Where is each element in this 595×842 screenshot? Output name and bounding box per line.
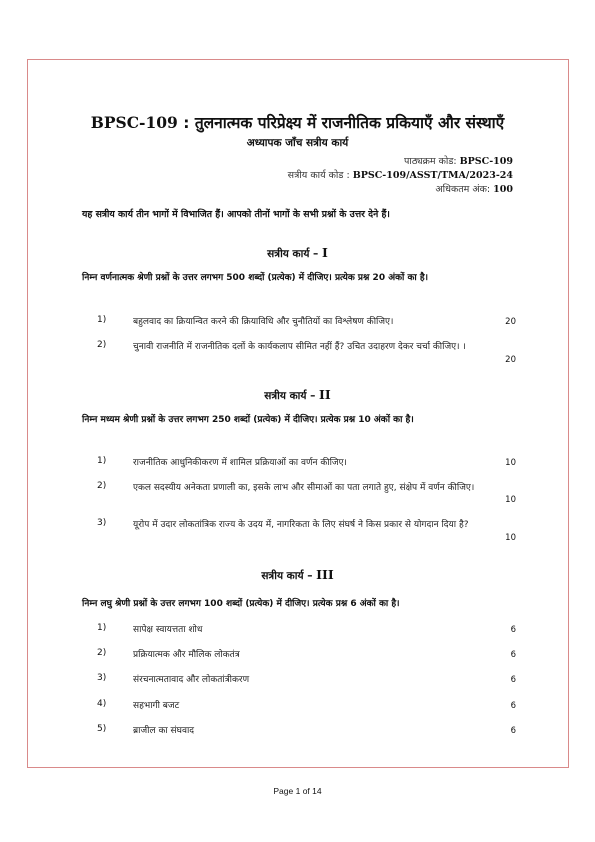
question-number: 1)	[97, 456, 107, 466]
question-marks: 10	[505, 495, 516, 505]
question-number: 1)	[97, 315, 107, 325]
question-text: एकल सदस्यीय अनेकता प्रणाली का, इसके लाभ और सीमाओं का पता लगाते हुए, संक्षेप में वर्णन कीजिए।	[133, 483, 475, 493]
question-text: ब्राजील का संघवाद	[133, 726, 195, 736]
assignment-code: सत्रीय कार्य कोड : BPSC-109/ASST/TMA/2023-24	[287, 170, 513, 181]
question-marks: 6	[510, 701, 516, 711]
question-text: संरचनात्मतावाद और लोकतांत्रीकरण	[133, 675, 250, 685]
question-text: सापेक्ष स्वायत्तता शोध	[133, 625, 203, 635]
question-text: सहभागी बजट	[133, 701, 180, 711]
section-heading-3: सत्रीय कार्य – III	[261, 567, 334, 582]
question-text: बहुलवाद का क्रियान्वित करने की क्रियाविधि और चुनौतियों का विश्लेषण कीजिए।	[133, 317, 394, 327]
question-marks: 6	[510, 675, 516, 685]
section-heading-2: सत्रीय कार्य – II	[264, 387, 331, 402]
question-text: राजनीतिक आधुनिकीकरण में शामिल प्रक्रियाओं का वर्णन कीजिए।	[133, 458, 347, 468]
question-marks: 6	[510, 726, 516, 736]
question-number: 4)	[97, 699, 107, 709]
question-number: 5)	[97, 724, 107, 734]
question-text: चुनावी राजनीति में राजनीतिक दलों के कार्यकलाप सीमित नहीं हैं? उचित उदाहरण देकर चर्चा कीजिए। ।	[133, 342, 466, 352]
page-number: Page 1 of 14	[273, 786, 322, 796]
question-number: 2)	[97, 648, 107, 658]
question-number: 2)	[97, 340, 107, 350]
document-subtitle: अध्यापक जाँच सत्रीय कार्य	[246, 137, 349, 149]
intro-text: यह सत्रीय कार्य तीन भागों में विभाजित हैं। आपको तीनों भागों के सभी प्रश्नों के उत्तर देने हैं।	[82, 209, 390, 220]
question-marks: 10	[505, 458, 516, 468]
question-number: 3)	[97, 518, 107, 528]
question-marks: 6	[510, 650, 516, 660]
question-marks: 20	[505, 355, 516, 365]
section-heading-1: सत्रीय कार्य – I	[267, 245, 328, 260]
question-text: यूरोप में उदार लोकतांत्रिक राज्य के उदय में, नागरिकता के लिए संघर्ष ने किस प्रकार से योगदान दिया है?	[133, 520, 469, 530]
section-instruction-1: निम्न वर्णनात्मक श्रेणी प्रश्नों के उत्तर लगभग 500 शब्दों (प्रत्येक) में दीजिए। प्रत्येक प्रश्न 20 अंकों का है।	[82, 273, 429, 283]
question-number: 3)	[97, 673, 107, 683]
section-instruction-3: निम्न लघु श्रेणी प्रश्नों के उत्तर लगभग 100 शब्दों (प्रत्येक) में दीजिए। प्रत्येक प्रश्न 6 अंकों का है।	[82, 599, 400, 609]
document-title: BPSC-109 : तुलनात्मक परिप्रेक्ष्य में राजनीतिक प्रकियाएँ और संस्थाएँ	[90, 113, 505, 132]
question-marks: 10	[505, 533, 516, 543]
question-marks: 6	[510, 625, 516, 635]
question-marks: 20	[505, 317, 516, 327]
question-text: प्रक्रियात्मक और मौलिक लोकतंत्र	[133, 650, 240, 660]
question-number: 2)	[97, 481, 107, 491]
max-marks: अधिकतम अंक: 100	[435, 184, 513, 195]
course-code: पाठ्यक्रम कोड: BPSC-109	[403, 156, 513, 167]
question-number: 1)	[97, 623, 107, 633]
section-instruction-2: निम्न मध्यम श्रेणी प्रश्नों के उत्तर लगभग 250 शब्दों (प्रत्येक) में दीजिए। प्रत्येक प्रश्न 10 अंकों का है।	[82, 415, 414, 425]
